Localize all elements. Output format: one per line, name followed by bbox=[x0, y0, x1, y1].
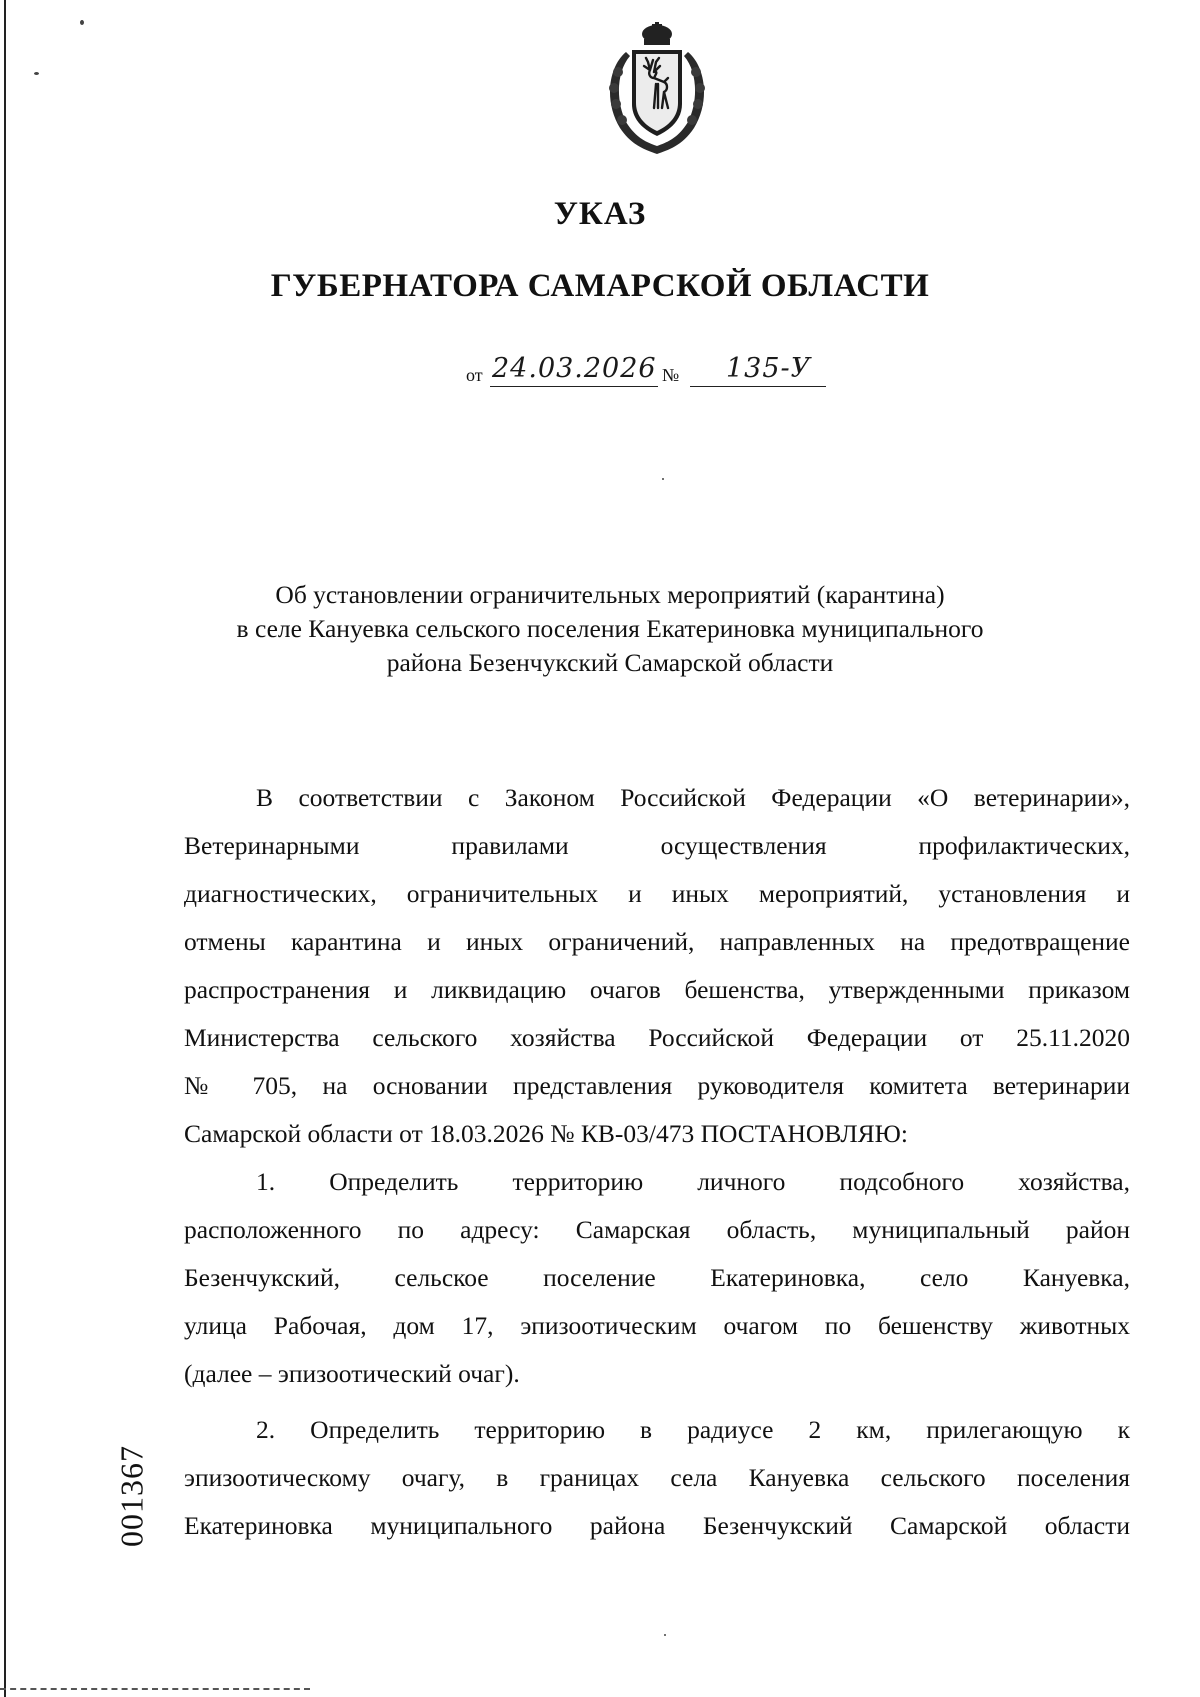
page-left-edge bbox=[4, 0, 6, 1697]
body-line: Ветеринарными правилами осуществления профилактических, bbox=[184, 831, 1130, 860]
number-underline bbox=[690, 386, 826, 387]
document-issuer: ГУБЕРНАТОРА САМАРСКОЙ ОБЛАСТИ bbox=[270, 268, 930, 304]
decree-item-1 bbox=[184, 1158, 1130, 1398]
decree-item-2 bbox=[184, 1406, 1130, 1550]
date-from-label: от bbox=[466, 365, 483, 385]
scan-speck bbox=[34, 72, 39, 75]
body-line: диагностических, ограничительных и иных мероприятий, установления и bbox=[184, 879, 1130, 908]
body-line: Министерства сельского хозяйства Российской Федерации от 25.11.2020 bbox=[184, 1023, 1130, 1052]
date-underline bbox=[490, 386, 658, 387]
body-line: (далее – эпизоотический очаг). bbox=[184, 1359, 520, 1388]
body-line: В соответствии с Законом Российской Федерации «О ветеринарии», bbox=[256, 783, 1130, 812]
number-label: № bbox=[662, 365, 680, 385]
coat-of-arms-emblem bbox=[598, 22, 716, 158]
body-line: Безенчукский, сельское поселение Екатериновка, село Кануевка, bbox=[184, 1263, 1130, 1292]
scan-speck bbox=[80, 20, 84, 25]
body-line: Екатериновка муниципального района Безенчукский Самарской области bbox=[184, 1511, 1130, 1540]
decree-subject bbox=[180, 578, 1040, 680]
page-bottom-edge bbox=[0, 1688, 310, 1690]
body-line: 2. Определить территорию в радиусе 2 км, прилегающую к bbox=[256, 1415, 1130, 1444]
body-line: эпизоотическому очагу, в границах села Кануевка сельского поселения bbox=[184, 1463, 1130, 1492]
body-line: распространения и ликвидацию очагов бешенства, утвержденными приказом bbox=[184, 975, 1130, 1004]
decree-preamble bbox=[184, 774, 1130, 1158]
body-line: улица Рабочая, дом 17, эпизоотическим очагом по бешенству животных bbox=[184, 1311, 1130, 1340]
body-line: 1. Определить территорию личного подсобного хозяйства, bbox=[256, 1167, 1130, 1196]
handwritten-number: 135-У bbox=[726, 353, 812, 384]
subject-line: Об установлении ограничительных мероприятий (карантина) bbox=[275, 580, 945, 609]
handwritten-date: 24.03.2026 bbox=[492, 353, 657, 384]
body-line: Самарской области от 18.03.2026 № КВ-03/473 ПОСТАНОВЛЯЮ: bbox=[184, 1119, 908, 1148]
body-line: № 705, на основании представления руководителя комитета ветеринарии bbox=[184, 1071, 1130, 1100]
subject-line: района Безенчукский Самарской области bbox=[386, 648, 834, 677]
document-title: УКАЗ bbox=[553, 196, 647, 232]
subject-line: в селе Кануевка сельского поселения Екатериновка муниципального bbox=[236, 614, 984, 643]
scan-speck bbox=[664, 1634, 666, 1636]
registration-number: 001367 bbox=[113, 1445, 150, 1547]
date-number-line bbox=[466, 355, 906, 395]
body-line: расположенного по адресу: Самарская область, муниципальный район bbox=[184, 1215, 1130, 1244]
scan-speck bbox=[662, 478, 664, 480]
body-line: отмены карантина и иных ограничений, направленных на предотвращение bbox=[184, 927, 1130, 956]
